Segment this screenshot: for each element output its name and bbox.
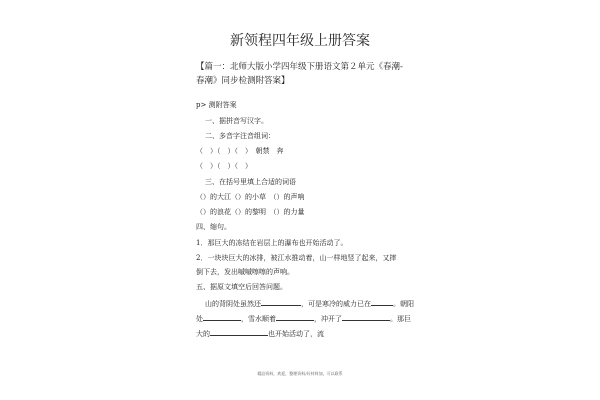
question-4-item-2-cont: 倒下去，发出嘁嘁嚓嚓的声响。: [196, 268, 294, 276]
question-2-row-1: （ ）（ ）（ ） 朝禁 奔: [196, 147, 284, 155]
question-3-row-1: （）的大江（）的小草 （）的声响: [196, 193, 305, 201]
article-heading: 【篇一：北师大版小学四年级下册语文第２单元《春潮-春潮》同步检测附答案】: [196, 62, 403, 86]
answer-blank[interactable]: [371, 298, 393, 306]
fill-blank-line-2: 处 ，雪水顺着 ，冲开了 。那巨: [196, 315, 411, 323]
page-title: 新领程四年级上册答案: [230, 33, 370, 49]
question-4-item-2: 2．一块块巨大的冰排，被江水推动着，山一样地竖了起来，又摔: [196, 254, 397, 262]
fill-blank-line-1: 山的背阴处虽然还 ，可是寒冷的威力已在 。朝阳: [205, 300, 414, 308]
answer-blank[interactable]: [276, 313, 314, 321]
question-4-heading: 四、缩句。: [196, 223, 231, 231]
page-footer: 精品资料，欢迎，整理资料/好材料加，可以联系: [257, 371, 343, 376]
answer-blank[interactable]: [261, 298, 301, 306]
answer-blank[interactable]: [342, 313, 390, 321]
question-5-heading: 五、据原文填空后回答问题。: [196, 283, 287, 291]
question-3-row-2: （）的浪花（）的黎明 （）的力量: [196, 208, 305, 216]
question-2-heading: 二、多音字注音组词：: [205, 132, 275, 140]
question-3-heading: 三、在括号里填上合适的词语: [205, 178, 296, 186]
question-2-row-2: （ ）（ ）（ ）: [196, 162, 252, 170]
fill-blank-line-3: 大的 也开始活动了，流: [196, 330, 324, 338]
answer-blank[interactable]: [203, 313, 241, 321]
answer-blank[interactable]: [210, 328, 268, 336]
question-1-heading: 一、据拼音写汉字。: [205, 117, 268, 125]
question-4-item-1: 1．那巨大的冻结在岩层上的瀑布也开始活动了。: [196, 239, 348, 247]
answer-section-label: p> 测附答案: [196, 101, 237, 109]
